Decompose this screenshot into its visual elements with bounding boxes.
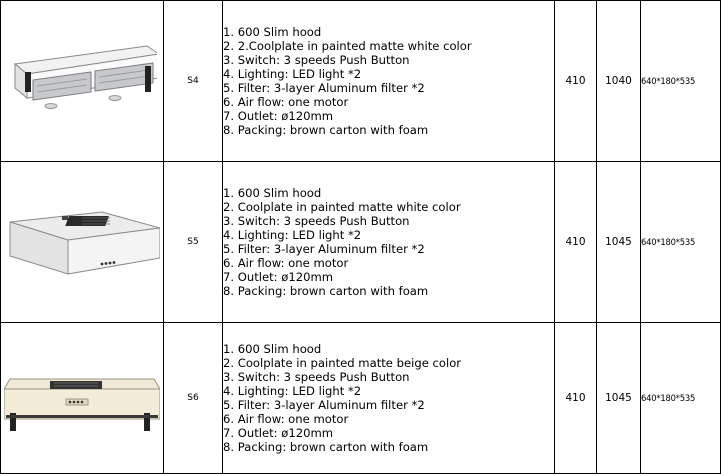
feature-line: 5. Filter: 3-layer Aluminum filter *2 [223, 242, 425, 256]
feature-line: 1. 600 Slim hood [223, 25, 322, 39]
white-slim-range-hood-icon [4, 202, 160, 282]
feature-line: 3. Switch: 3 speeds Push Button [223, 214, 410, 228]
table-row [1, 323, 721, 474]
value-a-cell: 410 [555, 162, 597, 323]
feature-line: 8. Packing: brown carton with foam [223, 440, 429, 454]
features-cell [223, 323, 555, 474]
features-cell [223, 1, 555, 162]
feature-line: 7. Outlet: ø120mm [223, 109, 334, 123]
feature-line: 6. Air flow: one motor [223, 412, 349, 426]
feature-line: 5. Filter: 3-layer Aluminum filter *2 [223, 81, 425, 95]
features-cell [223, 162, 555, 323]
feature-line: 7. Outlet: ø120mm [223, 270, 334, 284]
dimensions-cell: 640*180*535 [641, 323, 721, 474]
feature-line: 7. Outlet: ø120mm [223, 426, 334, 440]
feature-line: 2. Coolplate in painted matte beige color [223, 356, 462, 370]
dimensions-cell: 640*180*535 [641, 162, 721, 323]
feature-line: 1. 600 Slim hood [223, 342, 322, 356]
value-b-cell: 1045 [597, 323, 641, 474]
model-cell: S6 [164, 323, 223, 474]
model-cell: S4 [164, 1, 223, 162]
model-cell: S5 [164, 162, 223, 323]
dimensions-cell: 640*180*535 [641, 1, 721, 162]
value-b-cell: 1040 [597, 1, 641, 162]
feature-line: 8. Packing: brown carton with foam [223, 284, 429, 298]
value-b-cell: 1045 [597, 162, 641, 323]
feature-line: 2. Coolplate in painted matte white color [223, 200, 461, 214]
value-a-cell: 410 [555, 1, 597, 162]
feature-line: 4. Lighting: LED light *2 [223, 67, 362, 81]
feature-line: 3. Switch: 3 speeds Push Button [223, 53, 410, 67]
product-image-cell [1, 162, 164, 323]
beige-range-hood-icon [4, 353, 160, 443]
feature-line: 2. 2.Coolplate in painted matte white color [223, 39, 472, 53]
feature-line: 5. Filter: 3-layer Aluminum filter *2 [223, 398, 425, 412]
feature-line: 4. Lighting: LED light *2 [223, 384, 362, 398]
feature-line: 6. Air flow: one motor [223, 95, 349, 109]
feature-line: 3. Switch: 3 speeds Push Button [223, 370, 410, 384]
table-row [1, 1, 721, 162]
feature-line: 1. 600 Slim hood [223, 186, 322, 200]
product-image-cell [1, 1, 164, 162]
table-row [1, 162, 721, 323]
white-range-hood-icon [7, 36, 157, 126]
feature-line: 8. Packing: brown carton with foam [223, 123, 429, 137]
value-a-cell: 410 [555, 323, 597, 474]
feature-line: 6. Air flow: one motor [223, 256, 349, 270]
feature-line: 4. Lighting: LED light *2 [223, 228, 362, 242]
product-image-cell [1, 323, 164, 474]
